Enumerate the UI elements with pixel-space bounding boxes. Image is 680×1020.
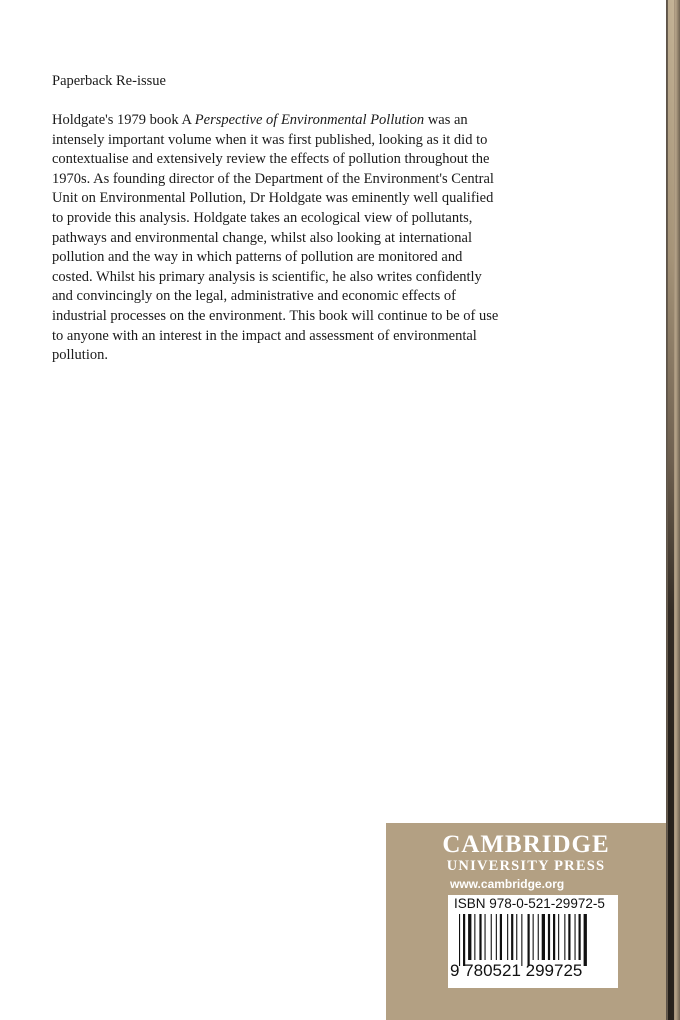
- publisher-url: www.cambridge.org: [450, 877, 565, 891]
- publisher-subtitle: UNIVERSITY PRESS: [446, 858, 606, 874]
- blurb-body: was an intensely important volume when it was first published, looking as it did to contextualise and extensively review the effects of pollution throughout the 1970s. As founding director of the Department of the Environment's Central Unit on Environmental Pollution, Dr Holdgate was eminently well qualified to provide this analysis. Holdgate takes an ecological view of pollutants, pathways and environmental change, whilst also looking at international pollution and the way in which patterns of pollution are monitored and costed. Whilst his primary analysis is scientific, he also writes confidently and convincingly on the legal, administrative and economic effects of industrial processes on the environment. This book will continue to be of use to anyone with an interest in the impact and assessment of environmental pollution.: [52, 112, 499, 364]
- book-description: [52, 111, 502, 366]
- publisher-name: CAMBRIDGE: [442, 831, 610, 858]
- barcode-bars: [458, 914, 610, 966]
- blurb-lead: Holdgate's 1979 book A: [52, 112, 195, 128]
- isbn-text: ISBN 978-0-521-29972-5: [454, 896, 605, 911]
- barcode-digits: 9 780521 299725: [450, 961, 583, 980]
- book-title: Perspective of Environmental Pollution: [194, 112, 425, 128]
- barcode-label: [448, 895, 618, 988]
- book-spine-shadow: [668, 0, 674, 1020]
- edition-note: Paperback Re-issue: [52, 73, 166, 89]
